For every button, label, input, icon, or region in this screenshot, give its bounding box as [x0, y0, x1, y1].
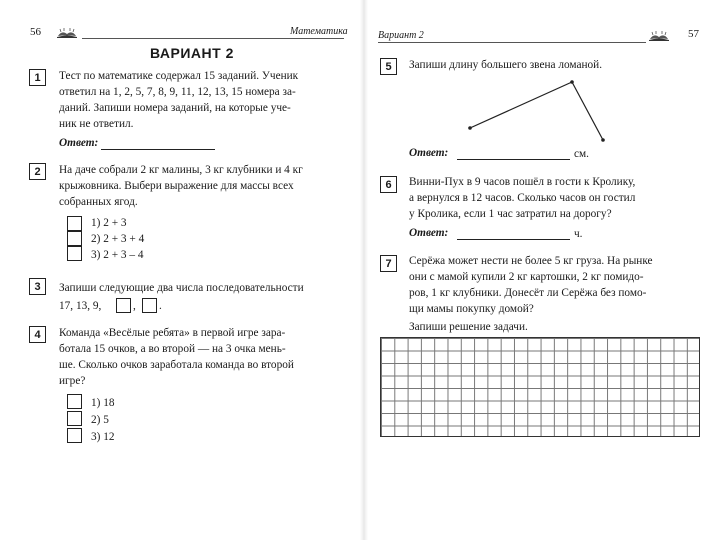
task-6-line-1: Винни-Пух в 9 часов пошёл в гости к Кролику, — [409, 176, 636, 188]
task-2-line-1: На даче собрали 2 кг малины, 3 кг клубники и 4 кг — [59, 164, 303, 176]
task-2-line-3: собранных ягод. — [59, 196, 138, 208]
task-2-line-2: крыжовника. Выбери выражение для массы всех — [59, 180, 294, 192]
task-4-line-1: Команда «Весёлые ребята» в первой игре зара- — [59, 327, 286, 339]
task-5-answer-line[interactable] — [457, 159, 570, 160]
task-2-option-3: 3) 2 + 3 – 4 — [91, 249, 144, 261]
task-number-2: 2 — [29, 163, 46, 180]
task-number-3: 3 — [29, 278, 46, 295]
book-spine — [360, 0, 368, 540]
task-1-line-3: даний. Запиши номера заданий, на которые уче- — [59, 102, 291, 114]
task-1-line-4: ник не ответил. — [59, 118, 134, 130]
task-3-answer-box-1[interactable] — [116, 298, 131, 313]
task-1-line-1: Тест по математике содержал 15 заданий. Ученик — [59, 70, 299, 82]
task-2-option-3-checkbox[interactable] — [67, 246, 82, 261]
header-title-right: Вариант 2 — [378, 30, 424, 41]
page-number-left: 56 — [30, 26, 41, 38]
task-7-instruction: Запиши решение задачи. — [409, 321, 528, 333]
task-6-answer-line[interactable] — [457, 239, 570, 240]
task-number-7: 7 — [380, 255, 397, 272]
open-book-icon — [648, 30, 670, 42]
header-rule-left — [82, 38, 344, 39]
task-number-4: 4 — [29, 326, 46, 343]
task-5-line-1: Запиши длину большего звена ломаной. — [409, 59, 603, 71]
variant-title: ВАРИАНТ 2 — [150, 45, 234, 61]
task-number-6: 6 — [380, 176, 397, 193]
task-2-option-2-checkbox[interactable] — [67, 231, 82, 246]
task-6-answer-label: Ответ: — [409, 227, 449, 239]
task-4-line-4: игре? — [59, 375, 86, 387]
task-4-option-1-checkbox[interactable] — [67, 394, 82, 409]
task-1-line-2: ответил на 1, 2, 5, 7, 8, 9, 11, 12, 13, 15 номера за- — [59, 86, 296, 98]
task-3-line-1: Запиши следующие два числа последовательности — [59, 282, 304, 294]
task-5-answer-label: Ответ: — [409, 147, 449, 159]
task-7-line-1: Серёжа может нести не более 5 кг груза. На рынке — [409, 255, 653, 267]
task-3-sequence: 17, 13, 9, — [59, 300, 102, 312]
task-7-line-4: щи мамы покупку домой? — [409, 303, 534, 315]
task-4-option-2: 2) 5 — [91, 414, 109, 426]
task-1-answer-line[interactable] — [101, 149, 215, 150]
task-2-option-1: 1) 2 + 3 — [91, 217, 127, 229]
broken-line-figure — [460, 78, 610, 148]
task-4-option-2-checkbox[interactable] — [67, 411, 82, 426]
task-4-option-1: 1) 18 — [91, 397, 115, 409]
task-number-1: 1 — [29, 69, 46, 86]
task-4-option-3: 3) 12 — [91, 431, 115, 443]
task-4-line-3: ше. Сколько очков заработала команда во второй — [59, 359, 294, 371]
open-book-icon — [56, 27, 78, 39]
task-6-unit: ч. — [574, 228, 583, 240]
task-7-line-3: ров, 1 кг клубники. Донесёт ли Серёжа без помо- — [409, 287, 647, 299]
task-4-option-3-checkbox[interactable] — [67, 428, 82, 443]
task-7-line-2: они с мамой купили 2 кг картошки, 2 кг помидо- — [409, 271, 644, 283]
task-6-line-3: у Кролика, если 1 час затратил на дорогу? — [409, 208, 612, 220]
task-3-answer-box-2[interactable] — [142, 298, 157, 313]
task-5-unit: см. — [574, 148, 589, 160]
task-2-option-1-checkbox[interactable] — [67, 216, 82, 231]
task-6-line-2: а вернулся в 12 часов. Сколько часов он гостил — [409, 192, 636, 204]
header-title-left: Математика — [290, 26, 348, 37]
solution-grid[interactable] — [380, 337, 700, 437]
page-number-right: 57 — [688, 28, 699, 40]
task-number-5: 5 — [380, 58, 397, 75]
task-2-option-2: 2) 2 + 3 + 4 — [91, 233, 145, 245]
task-4-line-2: ботала 15 очков, а во второй — на 3 очка мень- — [59, 343, 286, 355]
task-1-answer-label: Ответ: — [59, 137, 99, 149]
header-rule-right — [378, 42, 646, 43]
